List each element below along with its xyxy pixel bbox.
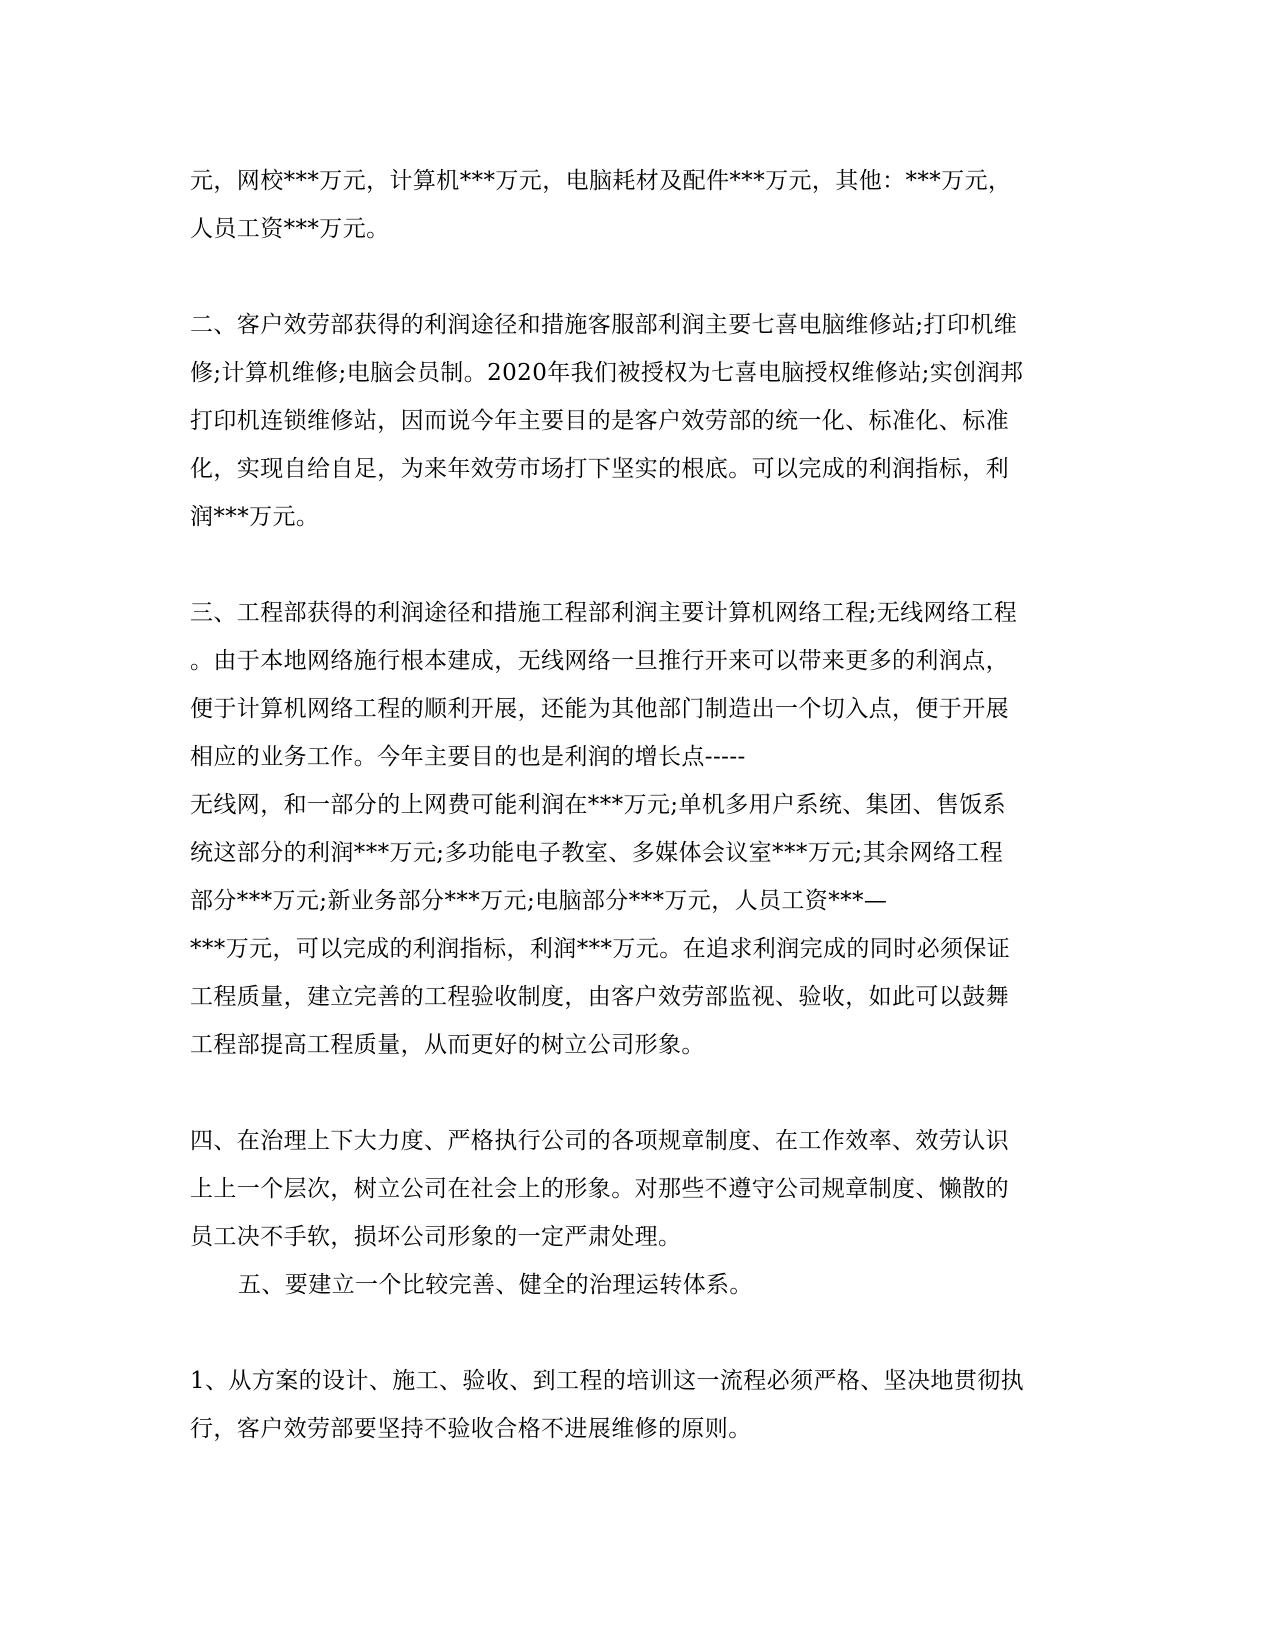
paragraph-spacer bbox=[190, 1069, 1090, 1117]
paragraph-section-4 bbox=[190, 1117, 1090, 1261]
text-line: 员工决不手软，损坏公司形象的一定严肃处理。 bbox=[190, 1224, 682, 1250]
text-line: 润***万元。 bbox=[190, 504, 320, 530]
text-line: 四、在治理上下大力度、严格执行公司的各项规章制度、在工作效率、效劳认识 bbox=[190, 1128, 1009, 1154]
text-line: 元，网校***万元，计算机***万元，电脑耗材及配件***万元，其他：***万元， bbox=[190, 168, 1012, 194]
text-line: 1、从方案的设计、施工、验收、到工程的培训这一流程必须严格、坚决地贯彻执 bbox=[190, 1368, 1025, 1394]
document-body bbox=[190, 157, 1090, 1453]
text-line: 三、工程部获得的利润途径和措施工程部利润主要计算机网络工程;无线网络工程 bbox=[190, 600, 1018, 626]
text-line: 工程质量，建立完善的工程验收制度，由客户效劳部监视、验收，如此可以鼓舞 bbox=[190, 984, 1009, 1010]
text-line: 人员工资***万元。 bbox=[190, 216, 390, 242]
text-line: 修;计算机维修;电脑会员制。2020年我们被授权为七喜电脑授权维修站;实创润邦 bbox=[190, 360, 1024, 386]
paragraph-spacer bbox=[190, 253, 1090, 301]
text-line: 无线网，和一部分的上网费可能利润在***万元;单机多用户系统、集团、售饭系 bbox=[190, 792, 1007, 818]
text-line: 化，实现自给自足，为来年效劳市场打下坚实的根底。可以完成的利润指标，利 bbox=[190, 456, 1009, 482]
paragraph-section-5 bbox=[190, 1261, 1090, 1309]
text-line: 打印机连锁维修站，因而说今年主要目的是客户效劳部的统一化、标准化、标准 bbox=[190, 408, 1009, 434]
text-line: 。由于本地网络施行根本建成，无线网络一旦推行开来可以带来更多的利润点， bbox=[190, 648, 1009, 674]
text-line: 五、要建立一个比较完善、健全的治理运转体系。 bbox=[238, 1272, 753, 1298]
paragraph-section-3 bbox=[190, 589, 1090, 1069]
text-line: 统这部分的利润***万元;多功能电子教室、多媒体会议室***万元;其余网络工程 bbox=[190, 840, 1004, 866]
text-line: 相应的业务工作。今年主要目的也是利润的增长点----- bbox=[190, 744, 746, 770]
paragraph-spacer bbox=[190, 1309, 1090, 1357]
text-line: 工程部提高工程质量，从而更好的树立公司形象。 bbox=[190, 1032, 705, 1058]
paragraph-section-2 bbox=[190, 301, 1090, 541]
text-line: 行，客户效劳部要坚持不验收合格不进展维修的原则。 bbox=[190, 1416, 752, 1442]
paragraph-costs bbox=[190, 157, 1090, 253]
paragraph-item-1 bbox=[190, 1357, 1090, 1453]
paragraph-spacer bbox=[190, 541, 1090, 589]
text-line: 上上一个层次，树立公司在社会上的形象。对那些不遵守公司规章制度、懒散的 bbox=[190, 1176, 1009, 1202]
text-line: 便于计算机网络工程的顺利开展，还能为其他部门制造出一个切入点，便于开展 bbox=[190, 696, 1009, 722]
text-line: ***万元，可以完成的利润指标，利润***万元。在追求利润完成的同时必须保证 bbox=[190, 936, 1011, 962]
text-line: 部分***万元;新业务部分***万元;电脑部分***万元，人员工资***— bbox=[190, 888, 888, 914]
text-line: 二、客户效劳部获得的利润途径和措施客服部利润主要七喜电脑维修站;打印机维 bbox=[190, 312, 1018, 338]
